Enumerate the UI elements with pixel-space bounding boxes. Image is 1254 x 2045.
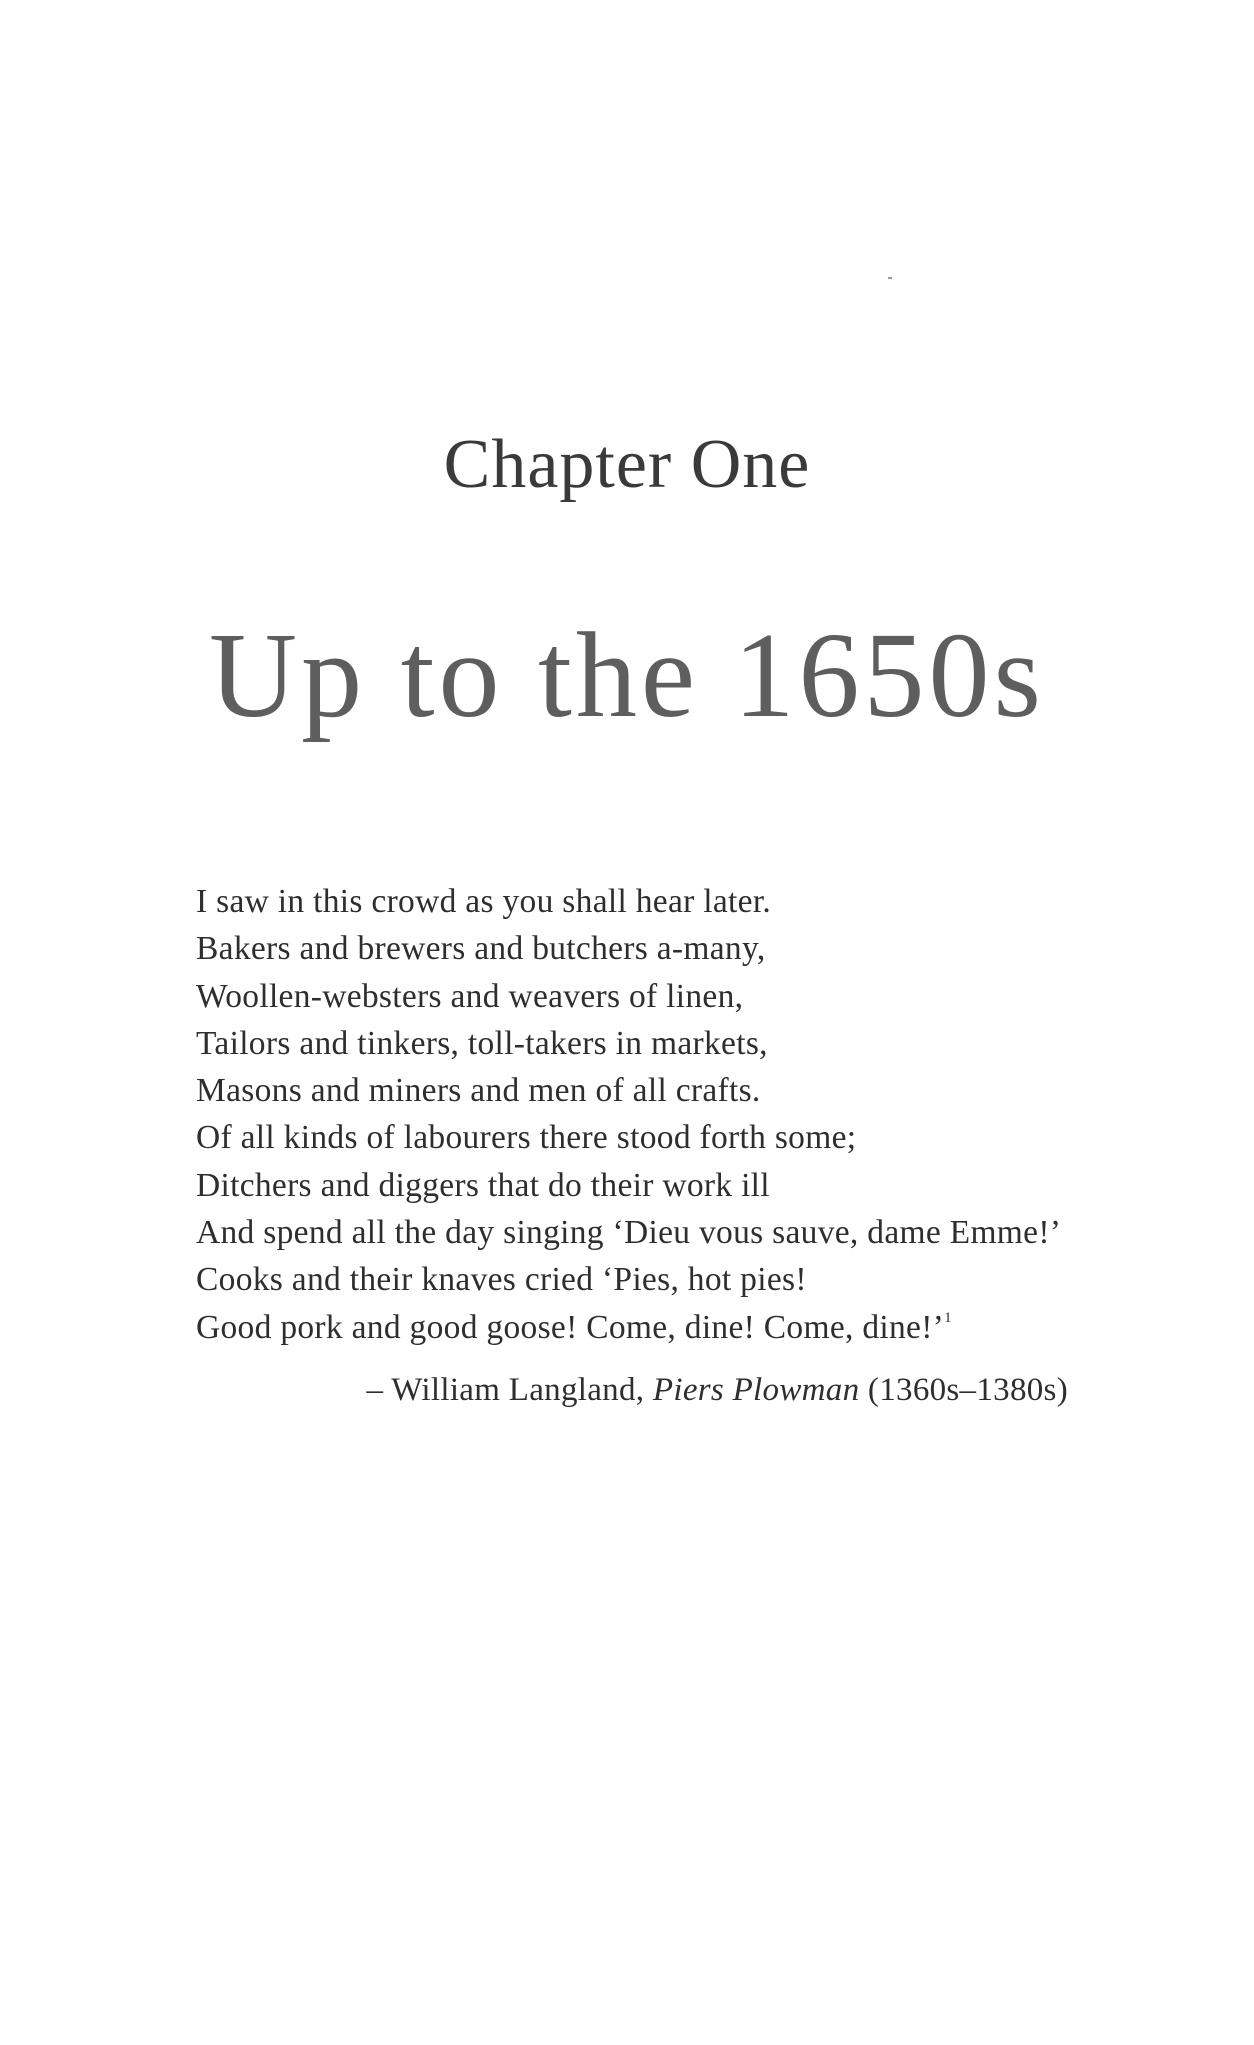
epigraph-line: I saw in this crowd as you shall hear later. [196, 883, 772, 920]
attribution-work-title: Piers Plowman [652, 1372, 860, 1408]
chapter-title: Up to the 1650s [208, 608, 1046, 743]
epigraph-line-text: Good pork and good goose! Come, dine! Come, dine!’ [196, 1308, 945, 1346]
epigraph-line-last [196, 1304, 1176, 1351]
attribution-dates: (1360s–1380s) [859, 1372, 1068, 1408]
epigraph-line: Ditchers and diggers that do their work ill [196, 1166, 770, 1204]
epigraph [196, 878, 1176, 1351]
attribution-author: – William Langland, [366, 1372, 653, 1408]
print-speck [888, 277, 892, 279]
epigraph-line: Bakers and brewers and butchers a-many, [196, 930, 766, 968]
epigraph-line: Of all kinds of labourers there stood forth some; [196, 1119, 857, 1157]
epigraph-line: Woollen-websters and weavers of linen, [196, 977, 744, 1015]
epigraph-attribution [367, 1370, 1068, 1410]
epigraph-line: Masons and miners and men of all crafts. [196, 1072, 761, 1110]
epigraph-line: And spend all the day singing ‘Dieu vous sauve, dame Emme!’ [196, 1214, 1062, 1252]
epigraph-line: Cooks and their knaves cried ‘Pies, hot pies! [196, 1261, 807, 1299]
chapter-label: Chapter One [443, 426, 811, 503]
footnote-marker[interactable]: 1 [944, 1309, 952, 1326]
epigraph-line: Tailors and tinkers, toll-takers in markets, [196, 1024, 768, 1062]
